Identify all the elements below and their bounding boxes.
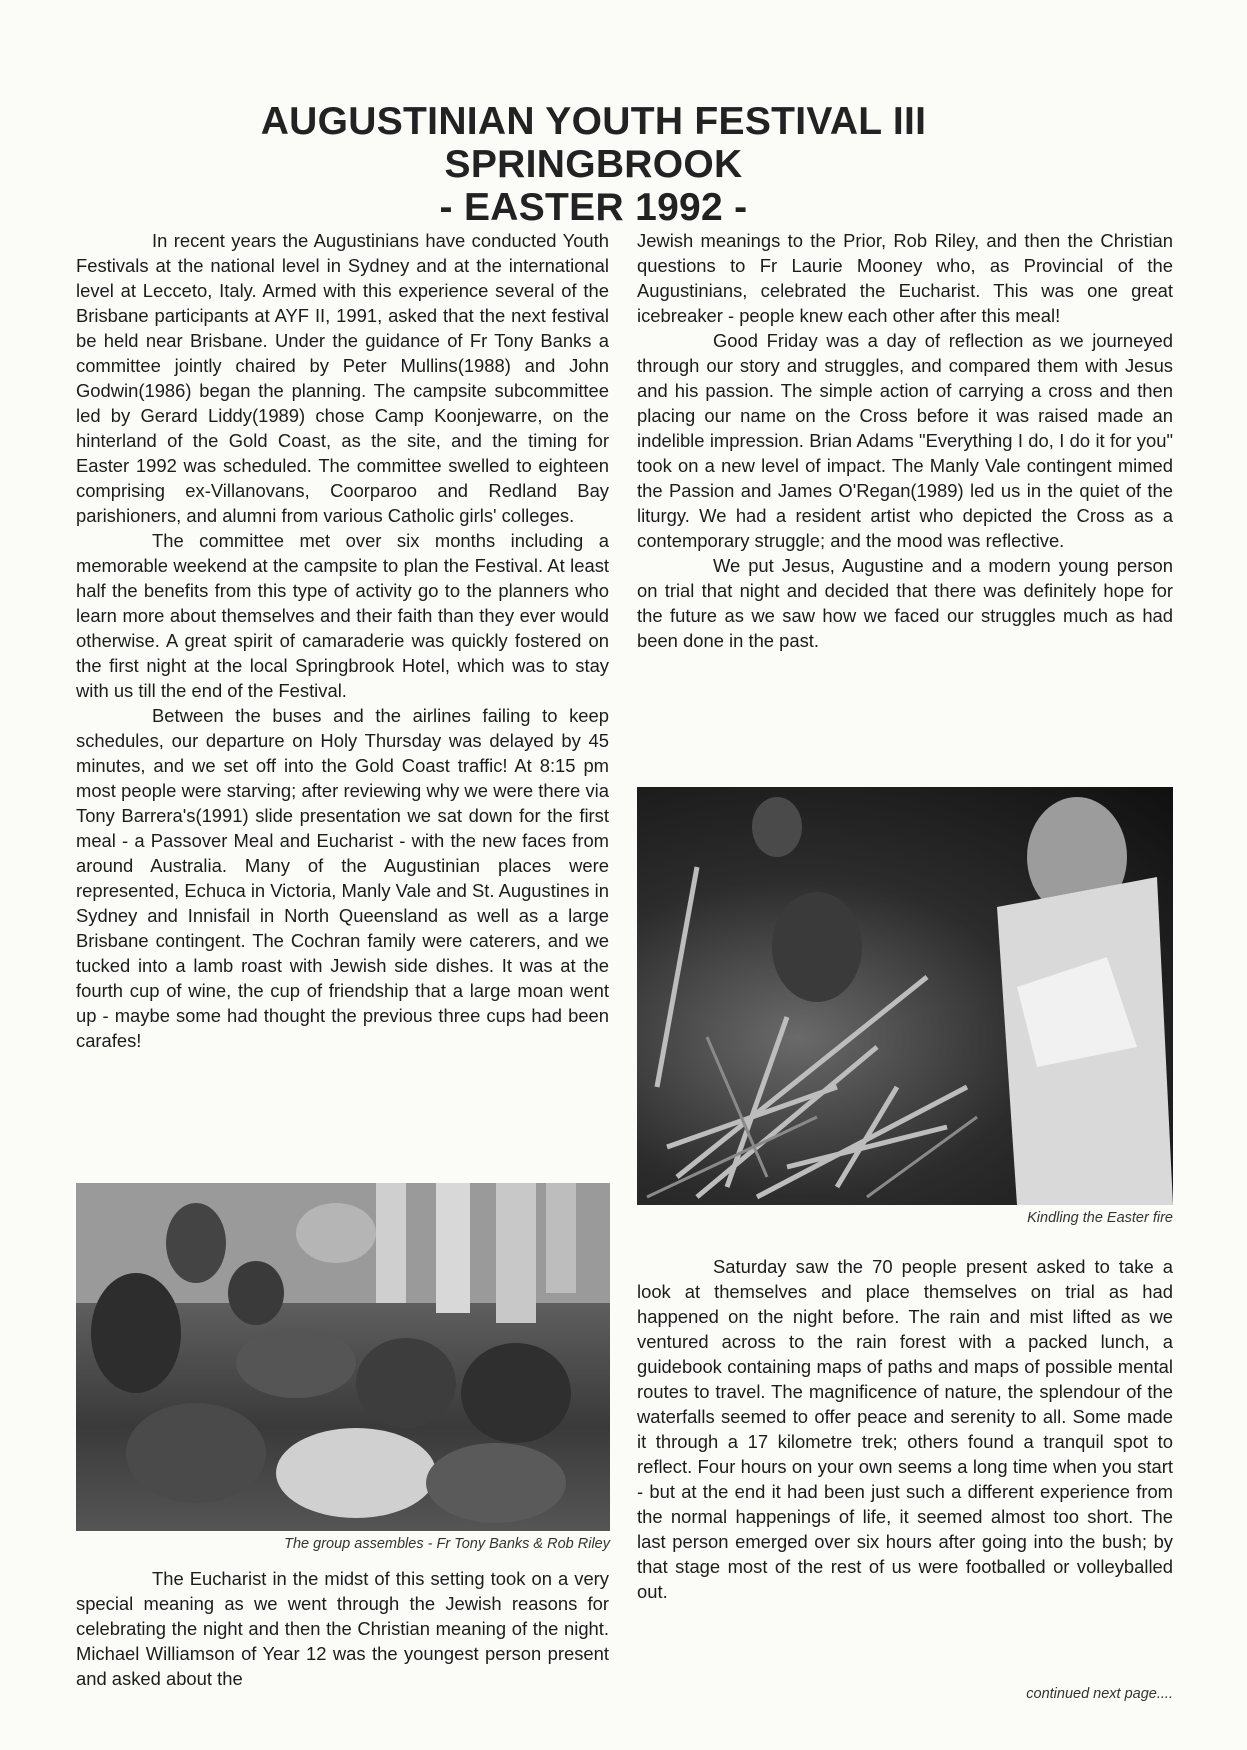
group-photo-caption: The group assembles - Fr Tony Banks & Rob Riley [284,1536,610,1552]
title-line-1: AUGUSTINIAN YOUTH FESTIVAL III [260,100,927,143]
left-column-bottom-text [76,1566,609,1691]
paragraph: In recent years the Augustinians have conducted Youth Festivals at the national level in Sydney and at the international level at Lecceto, Italy. Armed with this experience several of the Brisbane participants at AYF II, 1991, asked that the next festival be held near Brisbane. Under the guidance of Fr Tony Banks a committee jointly chaired by Peter Mullins(1988) and John Godwin(1986) began the planning. The campsite subcommittee led by Gerard Liddy(1989) chose Camp Koonjewarre, on the hinterland of the Gold Coast, as the site, and the timing for Easter 1992 was scheduled. The committee swelled to eighteen comprising ex-Villanovans, Coorparoo and Redland Bay parishioners, and alumni from various Catholic girls' colleges. [76,230,609,526]
paragraph: The committee met over six months including a memorable weekend at the campsite to plan the Festival. At least half the benefits from this type of activity go to the planners who learn more about themselves and their faith than they ever would otherwise. A great spirit of camaraderie was quickly fostered on the first night at the local Springbrook Hotel, which was to stay with us till the end of the Festival. [76,530,609,701]
paragraph: The Eucharist in the midst of this setting took on a very special meaning as we went through the Jewish reasons for celebrating the night and then the Christian meaning of the night. Michael Williamson of Year 12 was the youngest person present and asked about the [76,1568,609,1689]
paragraph: We put Jesus, Augustine and a modern young person on trial that night and decided that there was definitely hope for the future as we saw how we faced our struggles much as had been done in the past. [637,555,1173,651]
paragraph: Good Friday was a day of reflection as we journeyed through our story and struggles, and compared them with Jesus and his passion. The simple action of carrying a cross and then placing our name on the Cross before it was raised made an indelible impression. Brian Adams "Everything I do, I do it for you" took on a new level of impact. The Manly Vale contingent mimed the Passion and James O'Regan(1989) led us in the quiet of the liturgy. We had a resident artist who depicted the Cross as a contemporary struggle; and the mood was reflective. [637,330,1173,551]
easter-fire-photo-image [637,787,1173,1205]
group-photo [76,1183,610,1531]
easter-fire-photo [637,787,1173,1205]
left-column-text [76,228,609,1053]
article-title [0,100,1247,229]
paragraph: Saturday saw the 70 people present asked to take a look at themselves and place themselves on trial as had happened on the night before. The rain and mist lifted as we ventured across to the rain forest with a packed lunch, a guidebook containing maps of paths and maps of possible mental routes to travel. The magnificence of nature, the splendour of the waterfalls seemed to offer peace and serenity to all. Some made it through a 17 kilometre trek; others found a tranquil spot to reflect. Four hours on your own seems a long time when you start - but at the end it had been just such a different experience from the normal happenings of life, it seemed almost too short. The last person emerged over six hours after going into the bush; by that stage most of the rest of us were footballed or volleyballed out. [637,1256,1173,1602]
group-photo-image [76,1183,610,1531]
paragraph: Jewish meanings to the Prior, Rob Riley, and then the Christian questions to Fr Laurie Mooney who, as Provincial of the Augustinians, celebrated the Eucharist. This was one great icebreaker - people knew each other after this meal! [637,230,1173,326]
paragraph: Between the buses and the airlines failing to keep schedules, our departure on Holy Thursday was delayed by 45 minutes, and we set off into the Gold Coast traffic! At 8:15 pm most people were starving; after reviewing why we were there via Tony Barrera's(1991) slide presentation we sat down for the first meal - a Passover Meal and Eucharist - with the new faces from around Australia. Many of the Augustinian places were represented, Echuca in Victoria, Manly Vale and St. Augustines in Sydney and Innisfail in North Queensland as well as a large Brisbane contingent. The Cochran family were caterers, and we tucked into a lamb roast with Jewish side dishes. It was at the fourth cup of wine, the cup of friendship that a large moan went up - maybe some had thought the previous three cups had been carafes! [76,705,609,1051]
right-column-text [637,228,1173,653]
continued-next-page: continued next page.... [1026,1686,1173,1702]
right-column-bottom-text [637,1254,1173,1604]
title-line-2: SPRINGBROOK [444,143,743,186]
easter-fire-caption: Kindling the Easter fire [1027,1210,1173,1226]
title-line-3: - EASTER 1992 - [439,186,748,229]
